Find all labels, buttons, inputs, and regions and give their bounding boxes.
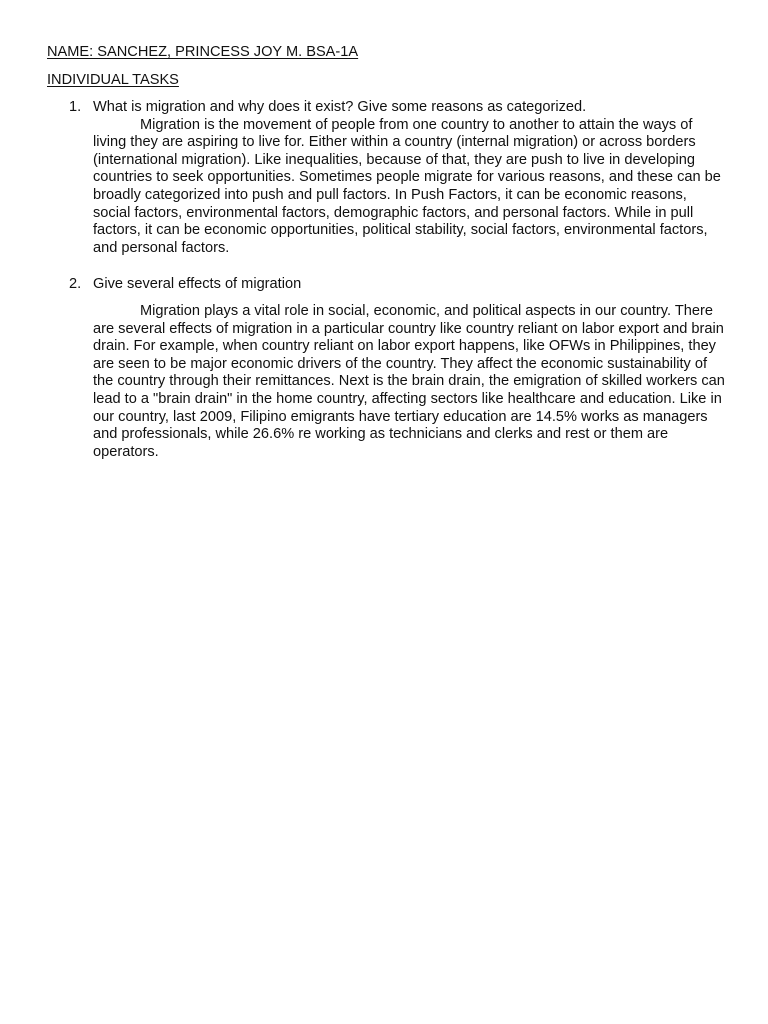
student-name-line: NAME: SANCHEZ, PRINCESS JOY M. BSA-1A [47,44,359,60]
question-body [93,99,733,257]
question-number: 2. [69,276,82,292]
question-text: What is migration and why does it exist? Give some reasons as categorized. [93,99,587,115]
question-number: 1. [69,99,82,115]
answer-paragraph: Migration is the movement of people from one country to another to attain the ways of living they are aspiring to live for. Either within a country (internal migration) or across borders (international migration). Like inequalities, because of that, they are push to live in developing countries to seek opportunities. Sometimes people migrate for various reasons, and these can be broadly categorized into push and pull factors. In Push Factors, it can be economic reasons, social factors, environmental factors, demographic factors, and personal factors. While in pull factors, it can be economic opportunities, political stability, social factors, environmental factors, and personal factors. [93,116,721,256]
question-text: Give several effects of migration [93,276,302,292]
section-title: INDIVIDUAL TASKS [47,72,179,88]
answer-paragraph: Migration plays a vital role in social, economic, and political aspects in our country. There are several effects of migration in a particular country like country reliant on labor export and brain drain. For example, when country reliant on labor export happens, like OFWs in Philippines, they are seen to be major economic drivers of the country. They affect the economic sustainability of the country through their remittances. Next is the brain drain, the emigration of skilled workers can lead to a "brain drain" in the home country, affecting sectors like healthcare and education. Like in our country, last 2009, Filipino emigrants have tertiary education are 14.5% works as managers and professionals, while 26.6% re working as technicians and clerks and rest or them are operators. [93,303,725,460]
question-body [93,276,733,460]
